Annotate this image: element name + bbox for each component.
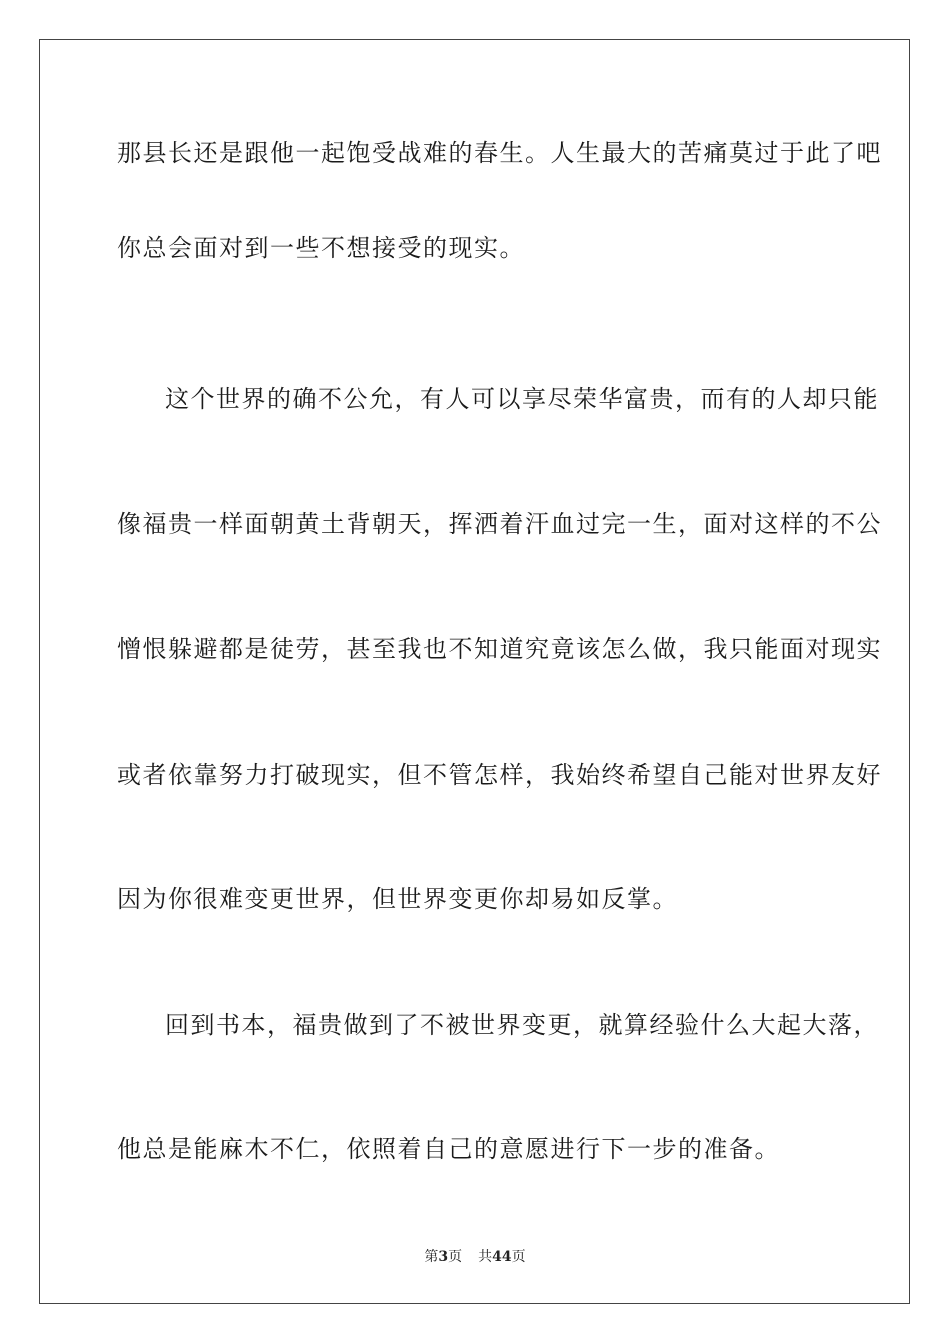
page-footer (0, 1248, 950, 1266)
text-line-6: 或者依靠努力打破现实，但不管怎样，我始终希望自己能对世界友好 (117, 761, 882, 789)
total-suffix: 页 (511, 1249, 526, 1265)
text-line-1: 那县长还是跟他一起饱受战难的春生。人生最大的苦痛莫过于此了吧 (117, 139, 882, 167)
text-line-3: 这个世界的确不公允，有人可以享尽荣华富贵，而有的人却只能 (165, 385, 879, 413)
total-pages: 44 (492, 1249, 512, 1265)
page-prefix: 第 (424, 1249, 439, 1265)
page-suffix: 页 (448, 1249, 463, 1265)
text-line-4: 像福贵一样面朝黄土背朝天，挥洒着汗血过完一生，面对这样的不公 (117, 510, 882, 538)
text-line-7: 因为你很难变更世界，但世界变更你却易如反掌。 (117, 885, 678, 913)
text-line-8: 回到书本，福贵做到了不被世界变更，就算经验什么大起大落， (165, 1011, 879, 1039)
page-number: 3 (438, 1249, 449, 1265)
text-line-2: 你总会面对到一些不想接受的现实。 (117, 234, 525, 262)
text-line-5: 憎恨躲避都是徒劳，甚至我也不知道究竟该怎么做，我只能面对现实 (117, 635, 882, 663)
page-border (39, 39, 910, 1304)
text-line-9: 他总是能麻木不仁，依照着自己的意愿进行下一步的准备。 (117, 1135, 780, 1163)
total-prefix: 共 (478, 1249, 493, 1265)
